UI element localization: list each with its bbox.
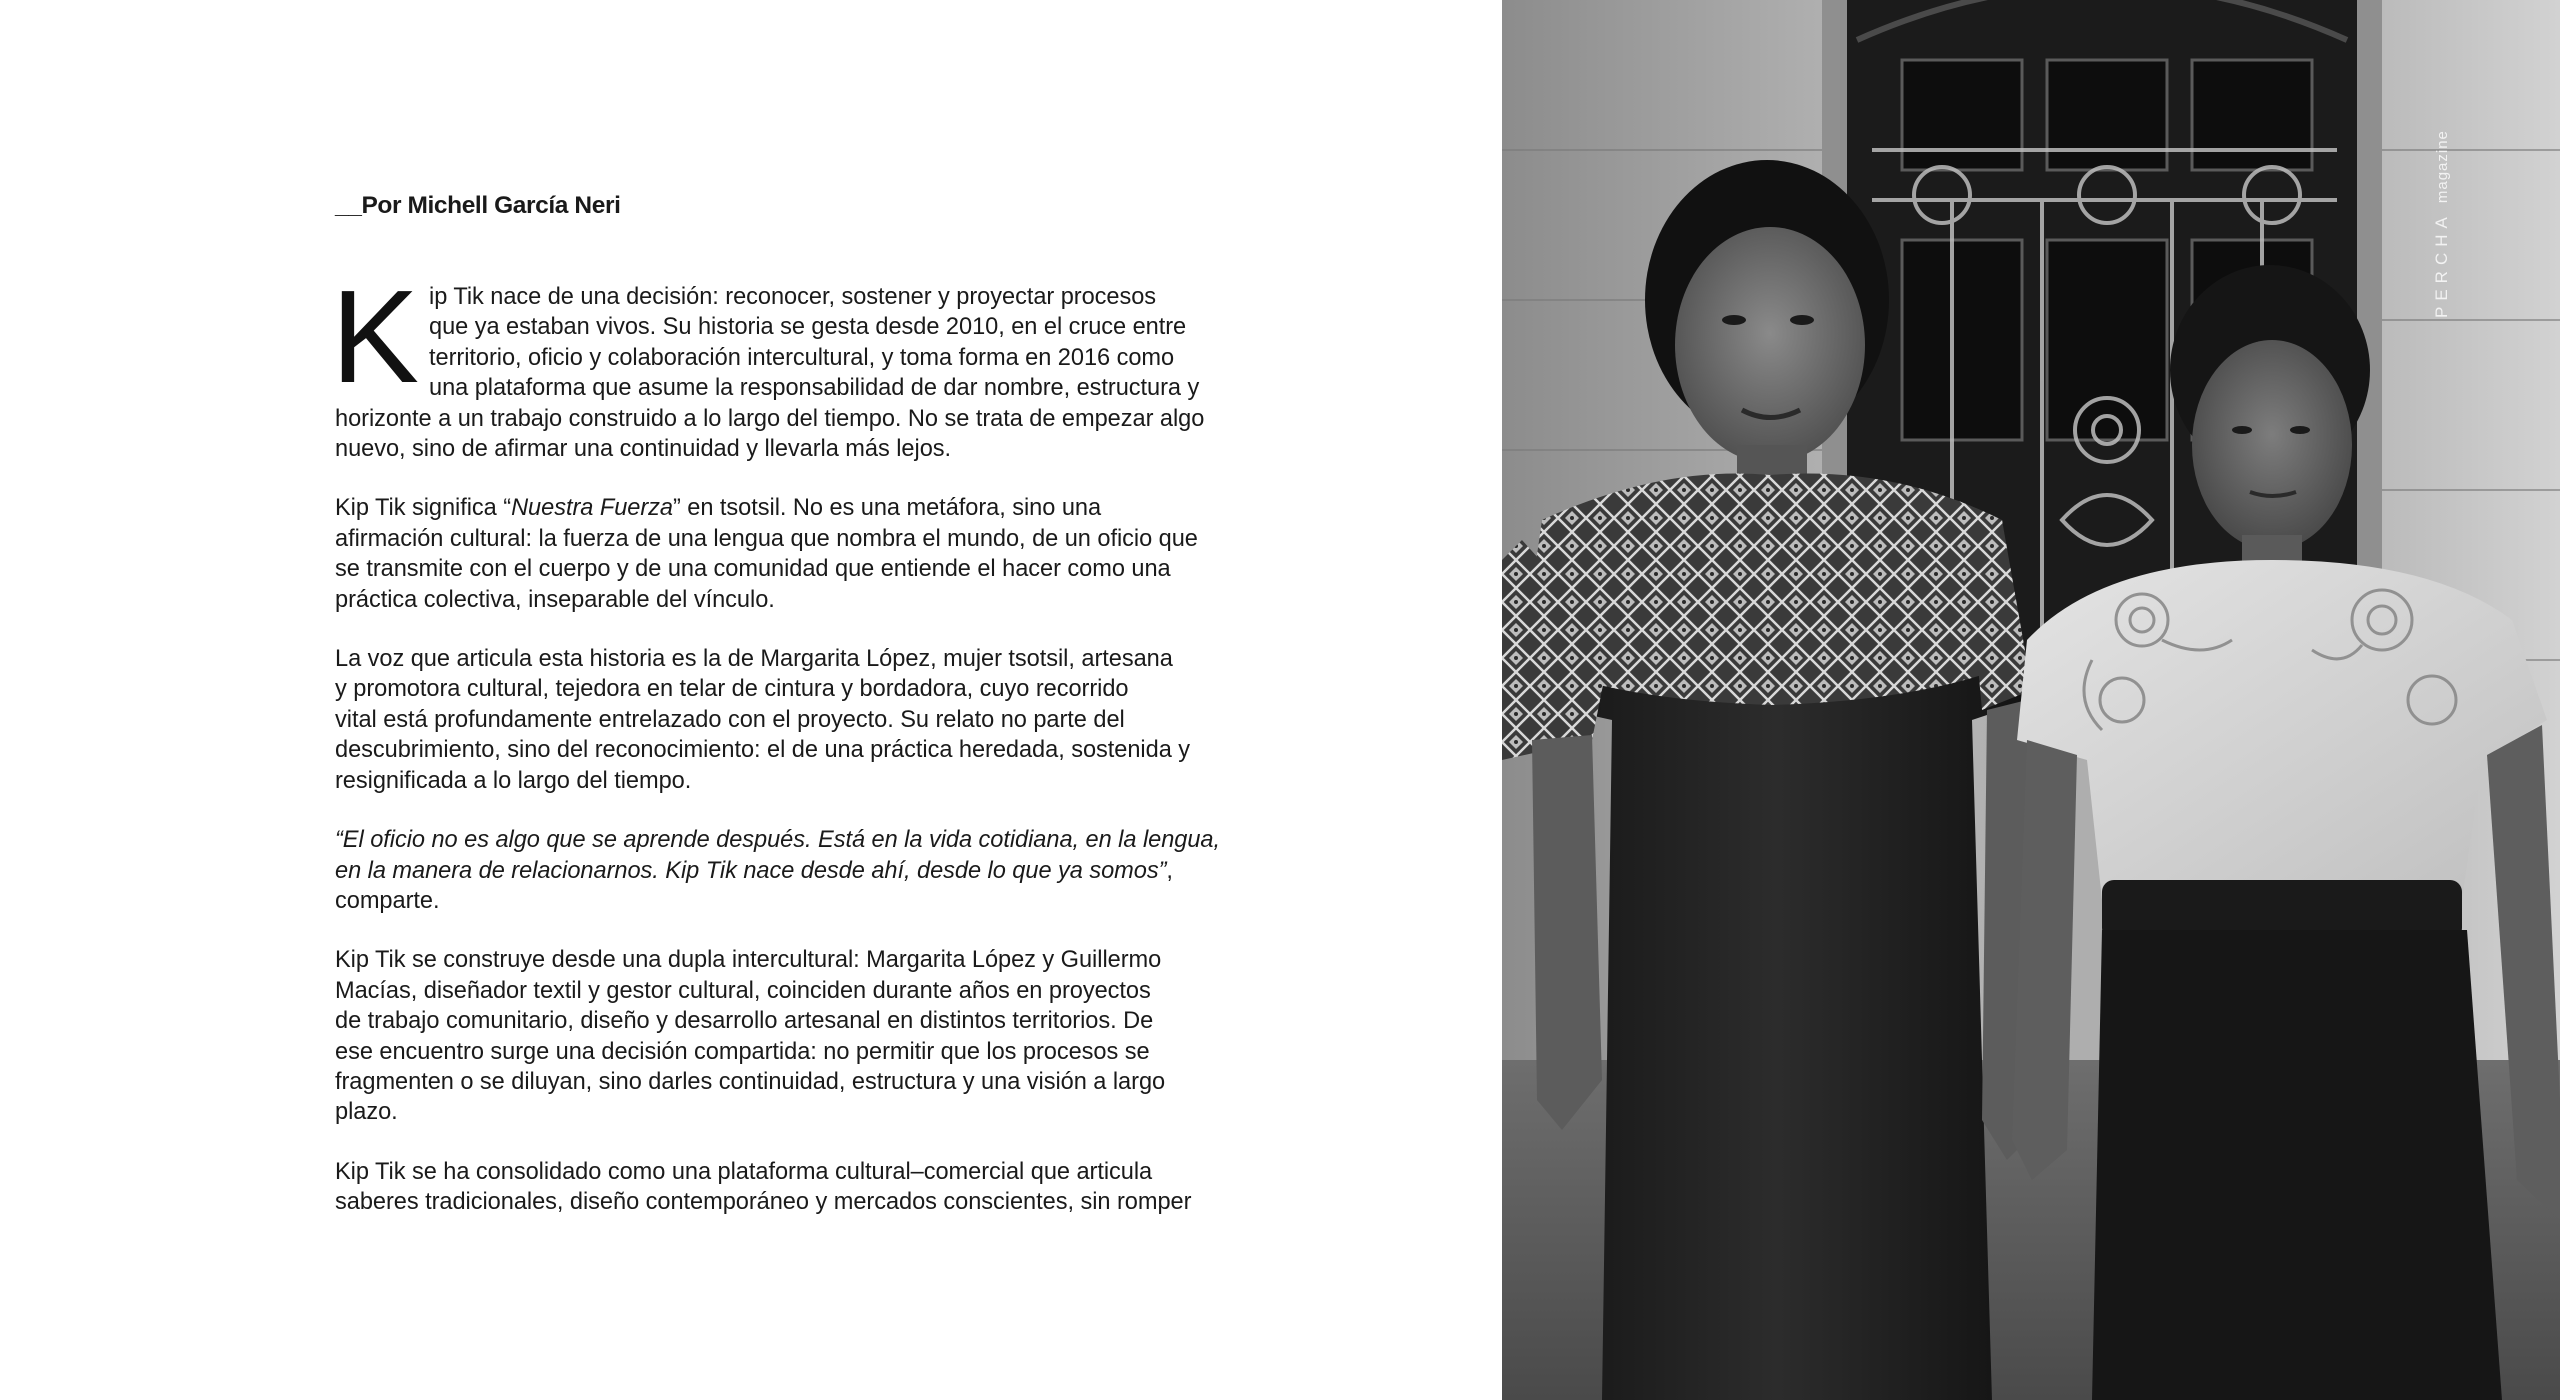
magazine-brand: PERCHA bbox=[2432, 211, 2451, 318]
quote-line bbox=[335, 825, 1285, 855]
magazine-label: magazine bbox=[2434, 130, 2451, 204]
text-line: práctica colectiva, inseparable del vínculo. bbox=[335, 586, 775, 613]
quote-text: en la manera de relacionarnos. Kip Tik nace desde ahí, desde lo que ya somos” bbox=[335, 857, 1167, 884]
text-line: Macías, diseñador textil y gestor cultural, coinciden durante años en proyectos bbox=[335, 977, 1151, 1004]
emphasis-text: Nuestra Fuerza bbox=[511, 495, 673, 522]
photo-illustration bbox=[1502, 0, 2560, 1400]
quote-text: “El oficio no es algo que se aprende después. Está en la vida cotidiana, en la lengua, bbox=[335, 827, 1221, 854]
text-fragment: Kip Tik significa “ bbox=[335, 495, 512, 522]
text-line: vital está profundamente entrelazado con el proyecto. Su relato no parte del bbox=[335, 706, 1125, 733]
text-line: saberes tradicionales, diseño contemporáneo y mercados conscientes, sin romper bbox=[335, 1189, 1192, 1216]
quote-line bbox=[335, 856, 1285, 886]
drop-cap: K bbox=[331, 263, 419, 410]
text-line: La voz que articula esta historia es la de Margarita López, mujer tsotsil, artesana bbox=[335, 646, 1173, 673]
text-line: y promotora cultural, tejedora en telar de cintura y bordadora, cuyo recorrido bbox=[335, 676, 1129, 703]
paragraph-duo bbox=[335, 945, 1285, 1127]
magazine-watermark bbox=[2432, 130, 2452, 318]
portrait-photo bbox=[1502, 0, 2560, 1400]
text-line: de trabajo comunitario, diseño y desarrollo artesanal en distintos territorios. De bbox=[335, 1008, 1154, 1035]
text-line: fragmenten o se diluyan, sino darles continuidad, estructura y una visión a largo bbox=[335, 1068, 1166, 1095]
text-line: nuevo, sino de afirmar una continuidad y llevarla más lejos. bbox=[335, 436, 952, 463]
paragraph-margarita bbox=[335, 644, 1285, 796]
text-line: Kip Tik se ha consolidado como una plataforma cultural–comercial que articula bbox=[335, 1158, 1153, 1185]
text-line: afirmación cultural: la fuerza de una lengua que nombra el mundo, de un oficio que bbox=[335, 525, 1198, 552]
paragraph-platform bbox=[335, 1157, 1285, 1218]
text-line: resignificada a lo largo del tiempo. bbox=[335, 767, 692, 794]
pull-quote bbox=[335, 825, 1285, 916]
text-line: una plataforma que asume la responsabilidad de dar nombre, estructura y bbox=[429, 375, 1200, 402]
text-line: territorio, oficio y colaboración intercultural, y toma forma en 2016 como bbox=[429, 344, 1175, 371]
text-line: Kip Tik se construye desde una dupla intercultural: Margarita López y Guillermo bbox=[335, 947, 1162, 974]
paragraph-meaning bbox=[335, 493, 1285, 615]
text-line: se transmite con el cuerpo y de una comunidad que entiende el hacer como una bbox=[335, 556, 1171, 583]
text-line bbox=[335, 493, 1285, 523]
article-column bbox=[331, 186, 1285, 1247]
text-fragment: , bbox=[1166, 857, 1173, 884]
quote-attribution: comparte. bbox=[335, 887, 440, 914]
text-line: horizonte a un trabajo construido a lo largo del tiempo. No se trata de empezar algo bbox=[335, 405, 1205, 432]
text-line: ese encuentro surge una decisión compartida: no permitir que los procesos se bbox=[335, 1038, 1150, 1065]
text-line: ip Tik nace de una decisión: reconocer, sostener y proyectar procesos bbox=[429, 284, 1157, 310]
paragraph-intro bbox=[331, 263, 1285, 464]
text-line: que ya estaban vivos. Su historia se gesta desde 2010, en el cruce entre bbox=[429, 314, 1187, 341]
byline: __Por Michell García Neri bbox=[335, 192, 621, 219]
text-line: descubrimiento, sino del reconocimiento: el de una práctica heredada, sostenida y bbox=[335, 737, 1191, 764]
text-line: plazo. bbox=[335, 1099, 398, 1126]
text-fragment: ” en tsotsil. No es una metáfora, sino una bbox=[672, 495, 1102, 522]
